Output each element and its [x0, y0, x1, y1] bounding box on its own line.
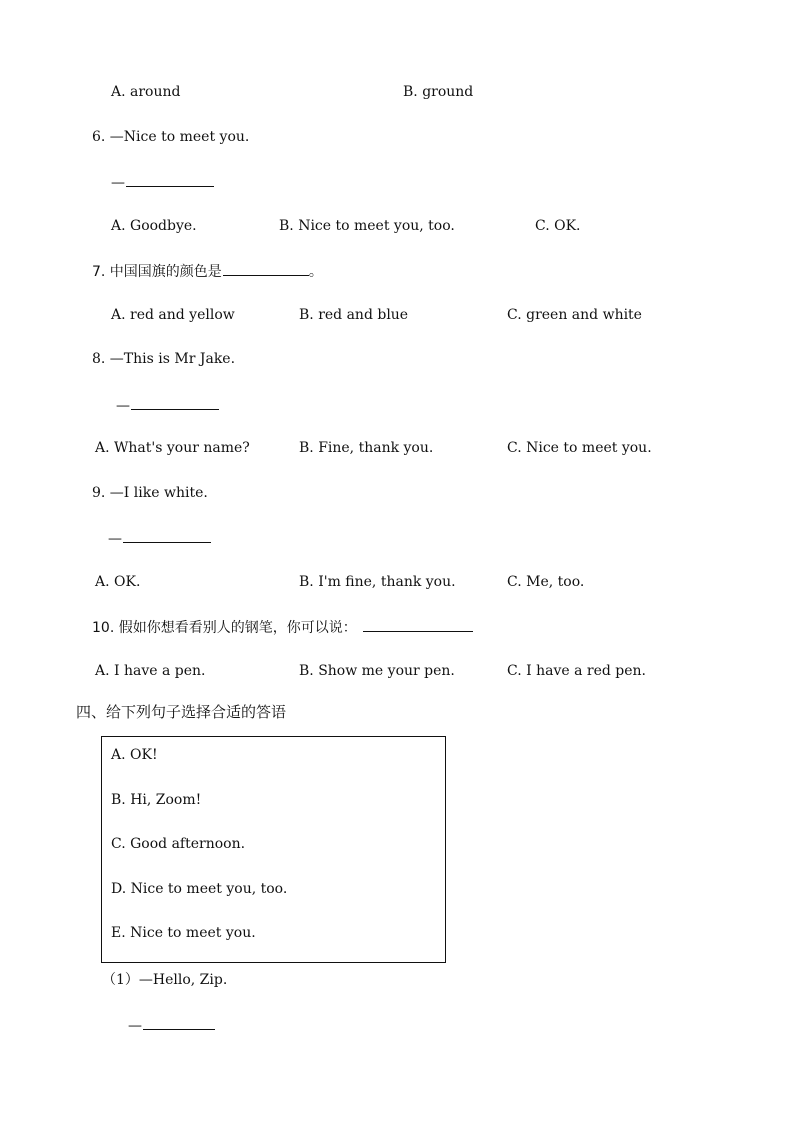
section4-q1-dash: — — [128, 1018, 142, 1034]
q10-option-b: B. Show me your pen. — [299, 663, 455, 679]
q8-answer-line — [116, 395, 219, 415]
q6-option-a: A. Goodbye. — [111, 218, 197, 234]
q5-option-a: A. around — [111, 84, 181, 100]
q9-option-c: C. Me, too. — [507, 574, 585, 590]
q8-option-a: A. What's your name? — [95, 440, 250, 456]
q7-stem — [92, 261, 323, 281]
q9-answer-blank[interactable] — [123, 528, 211, 543]
q9-option-a: A. OK. — [95, 574, 141, 590]
q7-answer-blank[interactable] — [223, 261, 309, 276]
q7-option-a: A. red and yellow — [111, 307, 235, 323]
q5-option-b: B. ground — [403, 84, 474, 100]
section4-q1-stem: （1）—Hello, Zip. — [102, 972, 228, 988]
answer-option-a: A. OK! — [111, 747, 158, 763]
answer-option-d: D. Nice to meet you, too. — [111, 881, 288, 897]
q7-option-b: B. red and blue — [299, 307, 409, 323]
q8-answer-blank[interactable] — [131, 395, 219, 410]
q7-option-c: C. green and white — [507, 307, 642, 323]
q9-option-b: B. I'm fine, thank you. — [299, 574, 456, 590]
section-4-heading: 四、给下列句子选择合适的答语 — [76, 703, 287, 721]
q10-answer-blank[interactable] — [363, 617, 473, 632]
q8-stem: 8. —This is Mr Jake. — [92, 351, 236, 367]
answer-option-e: E. Nice to meet you. — [111, 925, 256, 941]
q6-answer-line — [111, 172, 214, 192]
q8-option-b: B. Fine, thank you. — [299, 440, 434, 456]
q10-option-c: C. I have a red pen. — [507, 663, 647, 679]
q8-option-c: C. Nice to meet you. — [507, 440, 652, 456]
q9-answer-line — [108, 528, 211, 548]
q9-dash: — — [108, 531, 122, 547]
q10-option-a: A. I have a pen. — [95, 663, 206, 679]
q10-stem — [92, 617, 473, 637]
section4-q1-answer-line — [128, 1015, 215, 1035]
answer-option-c: C. Good afternoon. — [111, 836, 246, 852]
section4-q1-answer-blank[interactable] — [143, 1015, 215, 1030]
q7-stem-text: 7. 中国国旗的颜色是 — [92, 264, 222, 280]
answer-option-b: B. Hi, Zoom! — [111, 792, 202, 808]
q6-answer-blank[interactable] — [126, 172, 214, 187]
q8-dash: — — [116, 398, 130, 414]
q7-stem-end: 。 — [308, 264, 323, 280]
q9-stem: 9. —I like white. — [92, 485, 208, 501]
q6-stem: 6. —Nice to meet you. — [92, 129, 250, 145]
q6-option-b: B. Nice to meet you, too. — [279, 218, 455, 234]
q6-dash: — — [111, 175, 125, 191]
q6-option-c: C. OK. — [535, 218, 581, 234]
q10-stem-text: 10. 假如你想看看别人的钢笔，你可以说： — [92, 620, 357, 636]
